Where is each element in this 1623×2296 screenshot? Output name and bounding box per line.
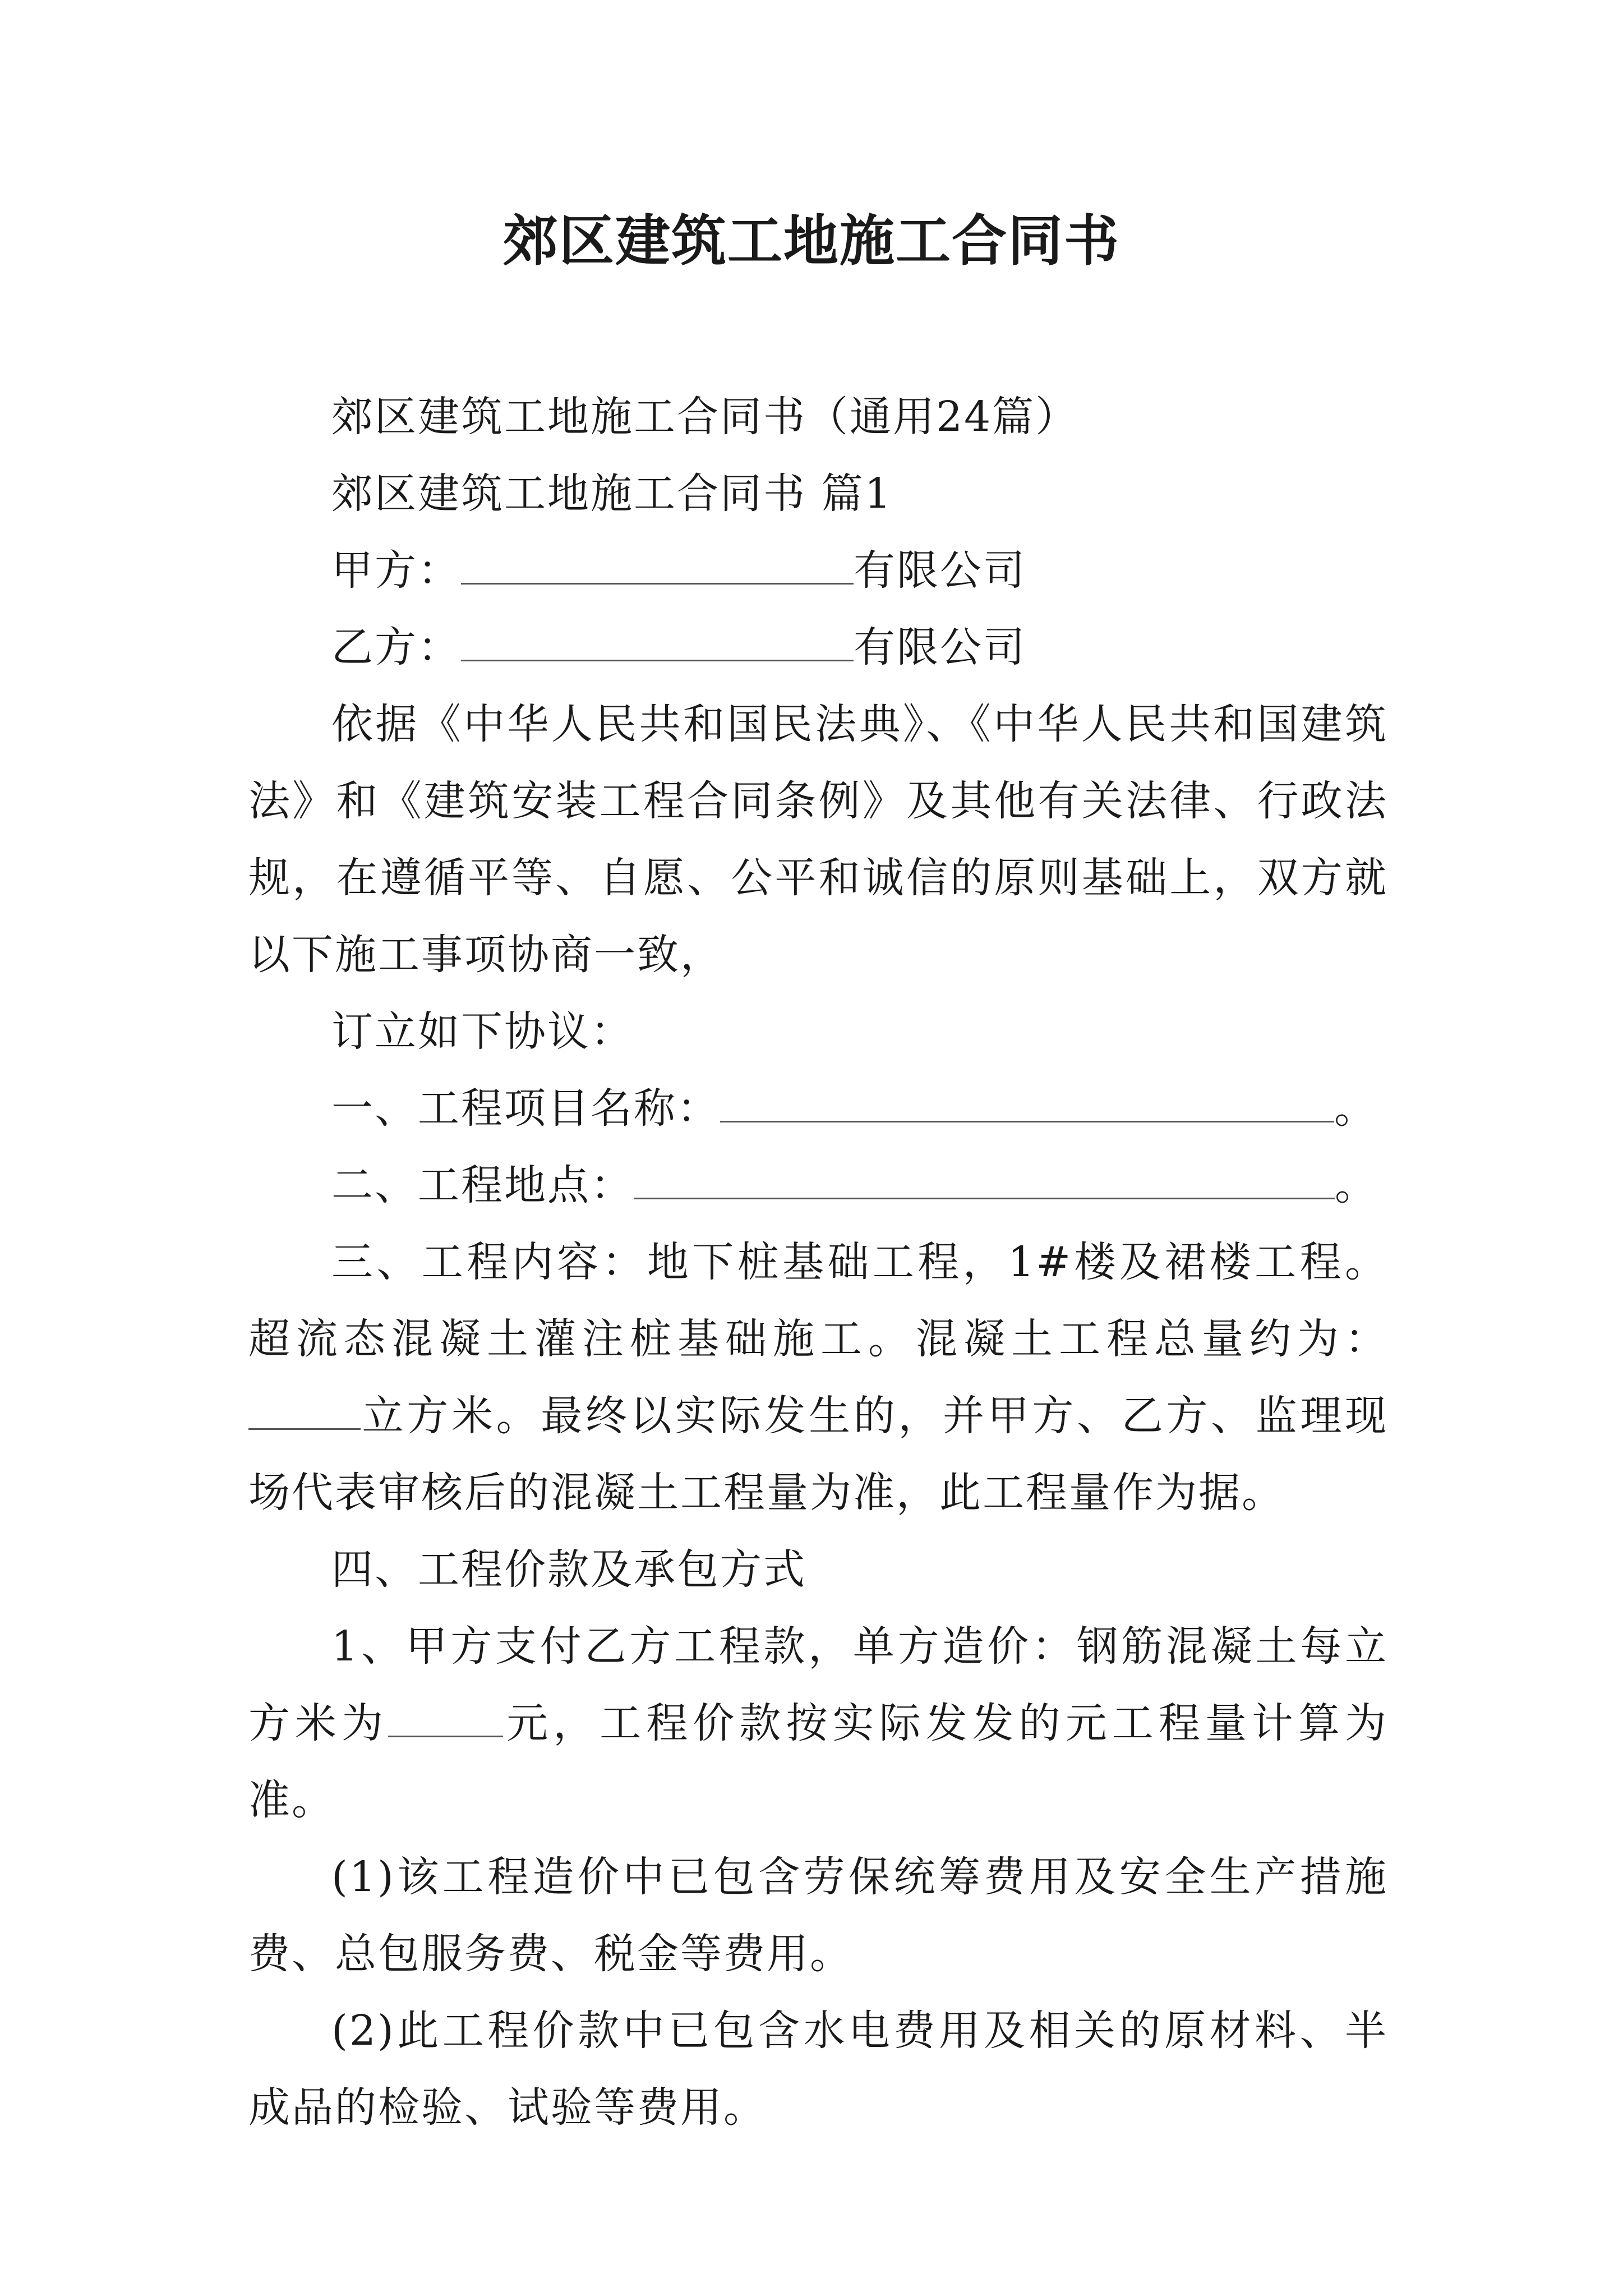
item-price-heading: 四、工程价款及承包方式 <box>331 1545 806 1594</box>
party-a-label: 甲方： <box>331 546 461 595</box>
item1-end: 。 <box>1334 1084 1377 1133</box>
party-b-suffix: 有限公司 <box>854 623 1026 671</box>
volume-blank <box>248 1387 361 1430</box>
project-name-blank <box>720 1079 1334 1122</box>
preamble-paragraph: 依据《中华人民共和国民法典》、《中华人民共和国建筑法》和《建筑安装工程合同条例》及其他有关法律、行政法规，在遵循平等、自愿、公平和诚信的原则基础上，双方就以下施工事项协商一致， <box>248 700 1388 979</box>
item2-end: 。 <box>1335 1161 1378 1209</box>
document-body <box>248 379 1388 2146</box>
party-a-blank <box>461 541 854 585</box>
item-project-location <box>248 1147 1388 1224</box>
document-subtitle: 郊区建筑工地施工合同书（通用24篇） <box>331 393 1079 441</box>
party-a-line <box>248 532 1388 609</box>
party-a-suffix: 有限公司 <box>854 546 1026 595</box>
document-title: 郊区建筑工地施工合同书 <box>502 209 1120 273</box>
sub-clause-1: (1)该工程造价中已包含劳保统筹费用及安全生产措施费、总包服务费、税金等费用。 <box>248 1853 1388 1978</box>
clause-1 <box>248 1608 1388 1839</box>
clause1-after: 元，工程价款按实际发发的元工程量计算为准。 <box>248 1699 1389 1824</box>
unit-price-blank <box>388 1694 503 1737</box>
item1-label: 一、工程项目名称： <box>331 1084 720 1133</box>
clause1-before: 1、甲方支付乙方工程款，单方造价：钢筋混凝土每立方米为 <box>248 1622 1388 1747</box>
item2-label: 二、工程地点： <box>331 1161 634 1209</box>
sub-clause-2: (2)此工程价款中已包含水电费用及相关的原材料、半成品的检验、试验等费用。 <box>248 2007 1388 2132</box>
item-project-name <box>248 1070 1388 1147</box>
item3-text: 三、工程内容：地下桩基础工程，1#楼及裙楼工程。超流态混凝土灌注桩基础施工。混凝土工程总量约为： <box>248 1238 1388 1363</box>
party-b-line <box>248 609 1388 686</box>
item3-text-after: 立方米。最终以实际发生的，并甲方、乙方、监理现场代表审核后的混凝土工程量为准，此工程量作为据。 <box>248 1392 1388 1517</box>
party-b-label: 乙方： <box>331 623 461 671</box>
item-project-content <box>248 1224 1388 1531</box>
project-location-blank <box>634 1156 1335 1199</box>
section-heading: 郊区建筑工地施工合同书 篇1 <box>331 470 893 518</box>
agreement-intro: 订立如下协议： <box>331 1007 634 1056</box>
party-b-blank <box>461 618 854 661</box>
